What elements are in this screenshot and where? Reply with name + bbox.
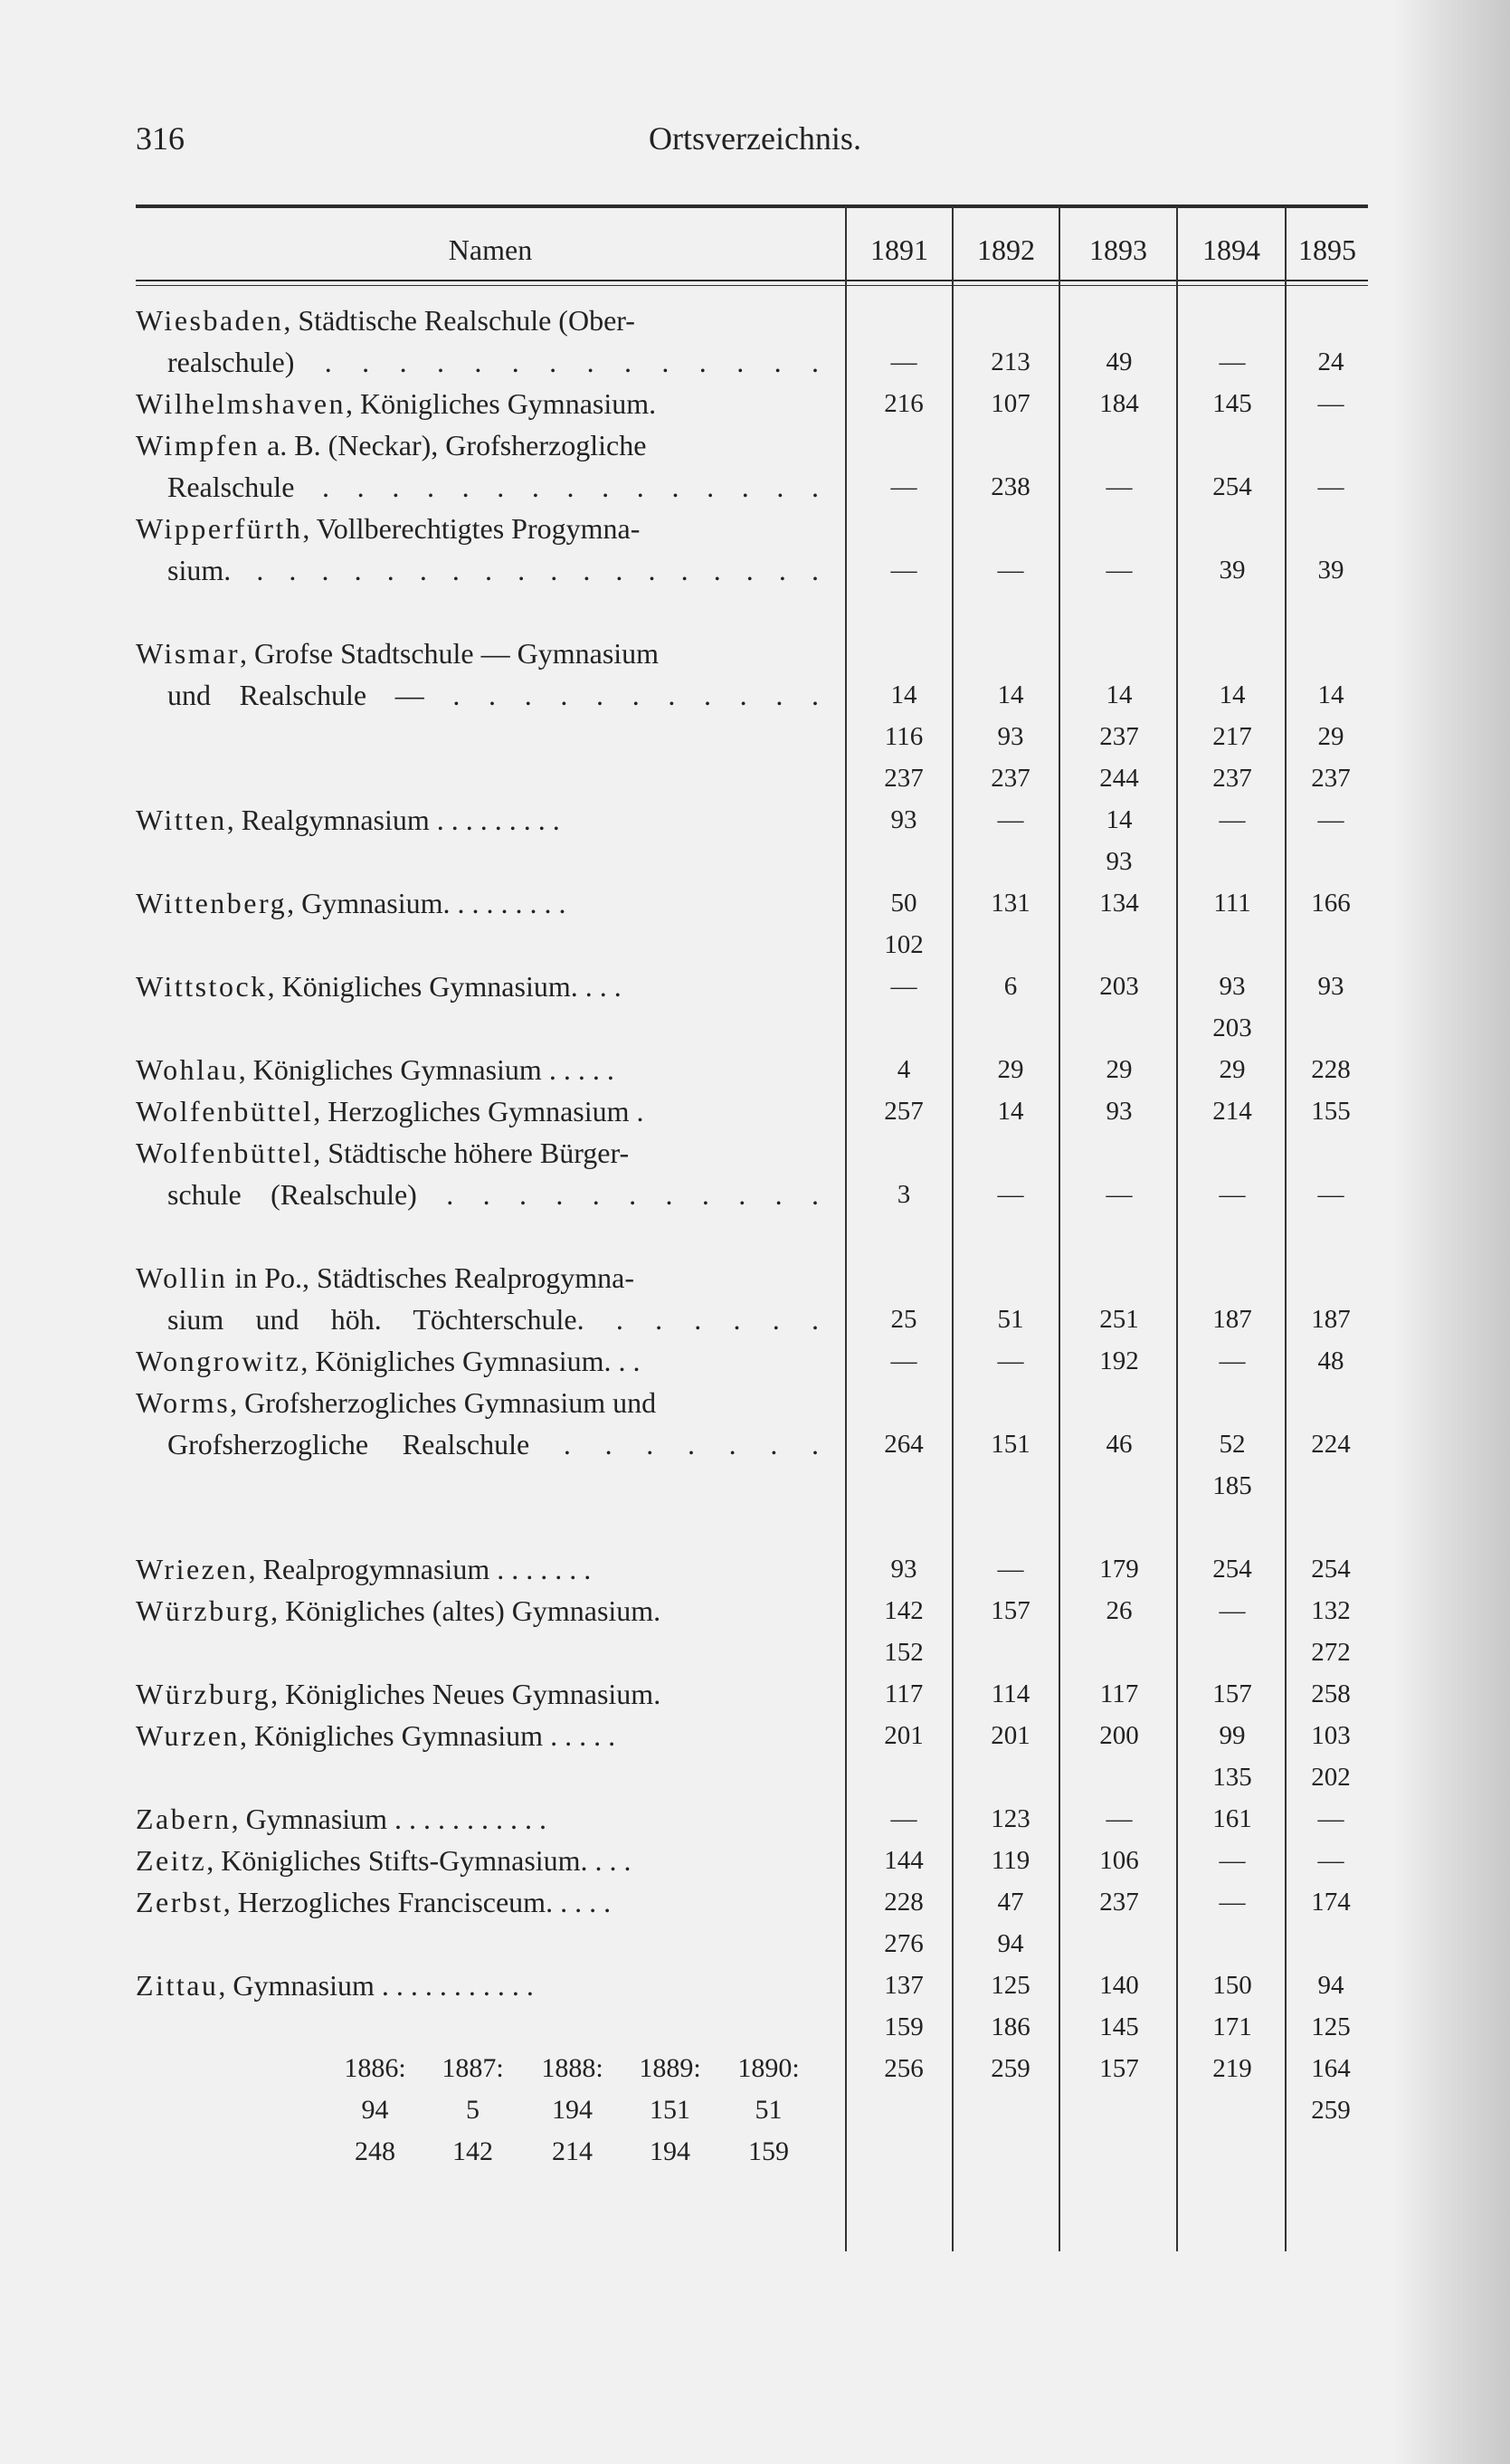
entry-wuerzburg-2: Würzburg, Königliches Neues Gymnasium. — [136, 1678, 661, 1710]
cell-1895: — — [1317, 1804, 1344, 1833]
cell-1892: 107 — [991, 389, 1030, 418]
place-name: Wurzen — [136, 1719, 240, 1752]
earlier-year-label: 1889: — [639, 2053, 701, 2083]
cell-1892: 47 — [997, 1888, 1024, 1917]
cell-1893: 134 — [1099, 889, 1139, 918]
earlier-year-value: 194 — [552, 2095, 593, 2125]
place-name: Zabern — [136, 1803, 232, 1835]
cell-1894: 39 — [1219, 556, 1246, 585]
place-name: Würzburg — [136, 1594, 271, 1627]
cell-1891: 152 — [884, 1638, 924, 1667]
entry-wimpfen — [136, 424, 646, 466]
cell-1892: 237 — [991, 764, 1030, 793]
cell-1894: — — [1219, 1846, 1246, 1875]
cell-1891: 201 — [884, 1721, 924, 1750]
entry-text: Königliches (altes) Gymnasium. — [285, 1594, 661, 1627]
cell-1894: 29 — [1219, 1055, 1246, 1084]
cell-1894: 161 — [1212, 1804, 1252, 1833]
cell-1893: 26 — [1106, 1596, 1133, 1625]
cell-1894: 214 — [1212, 1097, 1252, 1126]
cell-1891: 228 — [884, 1888, 924, 1917]
cell-1895: 166 — [1311, 889, 1351, 918]
cell-1894: — — [1219, 1888, 1246, 1917]
entry-wiesbaden-cont: realschule) . . . . . . . . . . . . . . — [167, 346, 819, 378]
cell-1893: — — [1106, 472, 1133, 501]
cell-1891: — — [890, 472, 917, 501]
cell-1892: — — [997, 805, 1024, 834]
cell-1891: — — [890, 972, 917, 1001]
cell-1892: 119 — [991, 1846, 1030, 1875]
cell-1894: — — [1219, 1180, 1246, 1209]
cell-1893: — — [1106, 1804, 1133, 1833]
cell-1892: 14 — [997, 1097, 1024, 1126]
cell-1893: 140 — [1099, 1971, 1139, 2000]
earlier-year-value: 5 — [466, 2095, 480, 2125]
cell-1893: 106 — [1099, 1846, 1139, 1875]
entry-wongrowitz: Wongrowitz, Königliches Gymnasium. . . — [136, 1345, 641, 1377]
col-divider — [1176, 206, 1178, 2251]
cell-1895: 14 — [1317, 680, 1344, 709]
entry-zeitz: Zeitz, Königliches Stifts-Gymnasium. . . . — [136, 1844, 632, 1877]
entry-wittstock: Wittstock, Königliches Gymnasium. . . . — [136, 970, 622, 1003]
place-name: Wollin — [136, 1261, 228, 1294]
cell-1894: 14 — [1219, 680, 1246, 709]
cell-1895: 187 — [1311, 1305, 1351, 1334]
cell-1894: — — [1219, 1596, 1246, 1625]
cell-1892: 151 — [991, 1430, 1030, 1459]
place-name: Wittenberg — [136, 887, 288, 919]
cell-1892: 94 — [997, 1929, 1024, 1958]
cell-1893: 14 — [1106, 680, 1133, 709]
cell-1893: 192 — [1099, 1346, 1139, 1375]
entry-wuerzburg: Würzburg, Königliches (altes) Gymnasium. — [136, 1594, 661, 1627]
cell-1894: 52 — [1219, 1430, 1246, 1459]
entry-zerbst: Zerbst, Herzogliches Francisceum. . . . . — [136, 1886, 612, 1918]
cell-1891: — — [890, 347, 917, 376]
cell-1893: 93 — [1106, 1097, 1133, 1126]
cell-1893: 157 — [1099, 2054, 1139, 2083]
entry-text: a. B. (Neckar), Grofsherzogliche — [267, 429, 647, 461]
cell-1895: 48 — [1317, 1346, 1344, 1375]
place-name: Wiesbaden — [136, 304, 284, 337]
place-name: Zittau — [136, 1969, 219, 2002]
column-header-year: 1893 — [1089, 233, 1147, 266]
entry-text: Königliches Gymnasium. . . — [315, 1345, 641, 1377]
cell-1893: 14 — [1106, 805, 1133, 834]
cell-1891: 14 — [890, 680, 917, 709]
page-number: 316 — [136, 120, 185, 157]
place-name: Wismar — [136, 637, 241, 670]
cell-1891: 256 — [884, 2054, 924, 2083]
cell-1892: — — [997, 556, 1024, 585]
cell-1894: 254 — [1212, 1555, 1252, 1584]
entry-text: Königliches Gymnasium. . . . — [281, 970, 622, 1003]
cell-1893: 179 — [1099, 1555, 1139, 1584]
place-name: Wipperfürth — [136, 512, 303, 545]
cell-1891: 237 — [884, 764, 924, 793]
cell-1892: 6 — [1003, 972, 1018, 1001]
entry-wohlau: Wohlau, Königliches Gymnasium . . . . . — [136, 1053, 614, 1086]
entry-text: Königliches Gymnasium. — [360, 387, 657, 420]
cell-1892: — — [997, 1346, 1024, 1375]
cell-1894: 93 — [1219, 972, 1246, 1001]
cell-1893: — — [1106, 556, 1133, 585]
cell-1894: — — [1219, 1346, 1246, 1375]
entry-wipperfuerth: Wipperfürth, Vollberechtigtes Progymna- — [136, 512, 641, 545]
cell-1895: 228 — [1311, 1055, 1351, 1084]
entry-wismar: Wismar, Grofse Stadtschule — Gymnasium — [136, 637, 660, 670]
cell-1891: 93 — [890, 805, 917, 834]
cell-1892: — — [997, 1555, 1024, 1584]
cell-1895: 125 — [1311, 2012, 1351, 2041]
cell-1891: — — [890, 556, 917, 585]
cell-1894: 187 — [1212, 1305, 1252, 1334]
cell-1895: — — [1317, 1180, 1344, 1209]
place-name: Wolfenbüttel — [136, 1095, 314, 1127]
earlier-year-label: 1888: — [541, 2053, 603, 2083]
cell-1895: 103 — [1311, 1721, 1351, 1750]
cell-1891: 4 — [897, 1055, 911, 1084]
cell-1891: 3 — [897, 1180, 911, 1209]
earlier-year-value: 51 — [755, 2095, 783, 2125]
earlier-year-value: 142 — [452, 2136, 493, 2166]
entry-text: Grofsherzogliches Gymnasium und — [244, 1386, 657, 1419]
cell-1893: 145 — [1099, 2012, 1139, 2041]
entry-text: Herzogliches Gymnasium . — [328, 1095, 644, 1127]
cell-1893: 93 — [1106, 847, 1133, 876]
cell-1892: 123 — [991, 1804, 1030, 1833]
column-header-year: 1891 — [870, 233, 928, 266]
entry-wittenberg: Wittenberg, Gymnasium. . . . . . . . . — [136, 887, 566, 919]
page-edge-shadow — [1392, 0, 1510, 2464]
earlier-year-label: 1887: — [442, 2053, 504, 2083]
entry-text: Grofse Stadtschule — Gymnasium — [254, 637, 660, 670]
cell-1892: 51 — [997, 1305, 1024, 1334]
entry-wollin-cont: sium und höh. Töchterschule. . . . . . . — [167, 1303, 819, 1336]
entry-wiesbaden: Wiesbaden, Städtische Realschule (Ober- — [136, 304, 635, 337]
cell-1895: 93 — [1317, 972, 1344, 1001]
cell-1893: 251 — [1099, 1305, 1139, 1334]
cell-1895: 224 — [1311, 1430, 1351, 1459]
entry-wolfenbuettel: Wolfenbüttel, Herzogliches Gymnasium . — [136, 1095, 644, 1127]
cell-1891: — — [890, 1804, 917, 1833]
cell-1892: 157 — [991, 1596, 1030, 1625]
cell-1895: 272 — [1311, 1638, 1351, 1667]
entry-text: Gymnasium . . . . . . . . . . . — [233, 1969, 534, 2002]
cell-1895: — — [1317, 389, 1344, 418]
entry-text: Herzogliches Francisceum. . . . . — [237, 1886, 612, 1918]
cell-1892: 125 — [991, 1971, 1030, 2000]
cell-1893: 184 — [1099, 389, 1139, 418]
cell-1895: — — [1317, 1846, 1344, 1875]
cell-1893: 46 — [1106, 1430, 1133, 1459]
cell-1894: 203 — [1212, 1013, 1252, 1042]
entry-wimpfen-cont: Realschule . . . . . . . . . . . . . . . — [167, 471, 819, 503]
earlier-year-value: 248 — [355, 2136, 395, 2166]
col-divider — [845, 206, 847, 2251]
earlier-year-value: 151 — [650, 2095, 690, 2125]
earlier-year-value: 214 — [552, 2136, 593, 2166]
place-name: Wriezen — [136, 1553, 249, 1585]
entry-text: Königliches Stifts-Gymnasium. . . . — [221, 1844, 632, 1877]
cell-1892: 131 — [991, 889, 1030, 918]
cell-1892: 186 — [991, 2012, 1030, 2041]
cell-1894: — — [1219, 805, 1246, 834]
cell-1895: — — [1317, 472, 1344, 501]
cell-1893: 244 — [1099, 764, 1139, 793]
cell-1891: 25 — [890, 1305, 917, 1334]
place-name: Wolfenbüttel — [136, 1137, 314, 1169]
cell-1895: 258 — [1311, 1679, 1351, 1708]
col-divider — [1285, 206, 1287, 2251]
place-name: Wittstock — [136, 970, 268, 1003]
place-name: Wohlau — [136, 1053, 239, 1086]
place-name: Würzburg — [136, 1678, 271, 1710]
cell-1895: 132 — [1311, 1596, 1351, 1625]
cell-1891: 117 — [884, 1679, 924, 1708]
cell-1891: 257 — [884, 1097, 924, 1126]
place-name: Zeitz — [136, 1844, 207, 1877]
cell-1892: — — [997, 1180, 1024, 1209]
cell-1891: 264 — [884, 1430, 924, 1459]
cell-1895: 174 — [1311, 1888, 1351, 1917]
cell-1895: 94 — [1317, 1971, 1344, 2000]
cell-1893: 237 — [1099, 1888, 1139, 1917]
entry-zittau: Zittau, Gymnasium . . . . . . . . . . . — [136, 1969, 534, 2002]
cell-1891: 116 — [884, 722, 924, 751]
cell-1891: 159 — [884, 2012, 924, 2041]
cell-1894: 145 — [1212, 389, 1252, 418]
column-header-year: 1894 — [1202, 233, 1260, 266]
entry-witten: Witten, Realgymnasium . . . . . . . . . — [136, 804, 560, 836]
cell-1891: 144 — [884, 1846, 924, 1875]
entry-text: Königliches Gymnasium . . . . . — [252, 1053, 614, 1086]
entry-text: Gymnasium. . . . . . . . . — [301, 887, 566, 919]
column-header-namen: Namen — [448, 233, 533, 266]
cell-1891: 276 — [884, 1929, 924, 1958]
cell-1892: 29 — [997, 1055, 1024, 1084]
earlier-year-label: 1890: — [737, 2053, 800, 2083]
entry-wollin — [136, 1257, 634, 1299]
cell-1891: — — [890, 1346, 917, 1375]
cell-1891: 137 — [884, 1971, 924, 2000]
entry-wurzen: Wurzen, Königliches Gymnasium . . . . . — [136, 1719, 616, 1752]
cell-1894: 150 — [1212, 1971, 1252, 2000]
cell-1895: 164 — [1311, 2054, 1351, 2083]
entry-text: Städtische höhere Bürger- — [328, 1137, 630, 1169]
cell-1893: 29 — [1106, 1055, 1133, 1084]
place-name: Wongrowitz — [136, 1345, 301, 1377]
header-bottom-rule — [136, 280, 1368, 281]
cell-1894: 217 — [1212, 722, 1252, 751]
earlier-year-value: 159 — [748, 2136, 789, 2166]
cell-1894: 219 — [1212, 2054, 1252, 2083]
cell-1894: 171 — [1212, 2012, 1252, 2041]
entry-worms-cont: Grofsherzogliche Realschule . . . . . . . — [167, 1428, 819, 1460]
place-name: Zerbst — [136, 1886, 223, 1918]
cell-1892: 213 — [991, 347, 1030, 376]
column-header-year: 1892 — [977, 233, 1035, 266]
cell-1895: 155 — [1311, 1097, 1351, 1126]
entry-worms: Worms, Grofsherzogliches Gymnasium und — [136, 1386, 657, 1419]
entry-text: Städtische Realschule (Ober- — [298, 304, 635, 337]
cell-1894: 111 — [1213, 889, 1251, 918]
entry-wriezen: Wriezen, Realprogymnasium . . . . . . . — [136, 1553, 592, 1585]
cell-1894: 254 — [1212, 472, 1252, 501]
place-name: Worms — [136, 1386, 231, 1419]
entry-wolfenbuettel-2-cont: schule (Realschule) . . . . . . . . . . . — [167, 1178, 819, 1211]
cell-1892: 114 — [991, 1679, 1030, 1708]
cell-1895: 24 — [1317, 347, 1344, 376]
entry-text: Gymnasium . . . . . . . . . . . — [245, 1803, 547, 1835]
entry-wipperfuerth-cont: sium. . . . . . . . . . . . . . . . . . . — [167, 554, 819, 586]
cell-1892: 14 — [997, 680, 1024, 709]
column-header-year: 1895 — [1298, 233, 1356, 266]
entry-wilhelmshaven: Wilhelmshaven, Königliches Gymnasium. — [136, 387, 657, 420]
cell-1893: — — [1106, 1180, 1133, 1209]
cell-1891: 102 — [884, 930, 924, 959]
cell-1891: 93 — [890, 1555, 917, 1584]
cell-1894: 157 — [1212, 1679, 1252, 1708]
cell-1895: 39 — [1317, 556, 1344, 585]
cell-1894: 185 — [1212, 1471, 1252, 1500]
cell-1895: 254 — [1311, 1555, 1351, 1584]
cell-1895: 29 — [1317, 722, 1344, 751]
running-head: Ortsverzeichnis. — [649, 120, 861, 157]
entry-text: Königliches Neues Gymnasium. — [285, 1678, 661, 1710]
cell-1895: 202 — [1311, 1763, 1351, 1792]
cell-1895: 259 — [1311, 2096, 1351, 2125]
earlier-year-value: 94 — [361, 2095, 389, 2125]
cell-1891: 142 — [884, 1596, 924, 1625]
cell-1895: — — [1317, 805, 1344, 834]
entry-wolfenbuettel-2: Wolfenbüttel, Städtische höhere Bürger- — [136, 1137, 630, 1169]
cell-1894: 135 — [1212, 1763, 1252, 1792]
cell-1891: 50 — [890, 889, 917, 918]
cell-1894: 237 — [1212, 764, 1252, 793]
cell-1894: 99 — [1219, 1721, 1246, 1750]
cell-1894: — — [1219, 347, 1246, 376]
entry-wismar-cont: und Realschule — . . . . . . . . . . . — [167, 679, 819, 711]
earlier-year-label: 1886: — [344, 2053, 406, 2083]
cell-1893: 49 — [1106, 347, 1133, 376]
cell-1893: 200 — [1099, 1721, 1139, 1750]
entry-text: Vollberechtigtes Progymna- — [316, 512, 641, 545]
cell-1893: 117 — [1099, 1679, 1139, 1708]
cell-1892: 93 — [997, 722, 1024, 751]
table-top-rule — [136, 205, 1368, 208]
cell-1892: 201 — [991, 1721, 1030, 1750]
header-bottom-rule-2 — [136, 285, 1368, 286]
entry-text: in Po., Städtisches Realprogymna- — [234, 1261, 635, 1294]
entry-text: Realgymnasium . . . . . . . . . — [241, 804, 560, 836]
place-name: Wimpfen — [136, 429, 261, 461]
cell-1893: 203 — [1099, 972, 1139, 1001]
earlier-year-value: 194 — [650, 2136, 690, 2166]
entry-text: Königliches Gymnasium . . . . . — [253, 1719, 616, 1752]
cell-1892: 259 — [991, 2054, 1030, 2083]
cell-1891: 216 — [884, 389, 924, 418]
cell-1892: 238 — [991, 472, 1030, 501]
entry-text: Realprogymnasium . . . . . . . — [262, 1553, 592, 1585]
cell-1893: 237 — [1099, 722, 1139, 751]
place-name: Witten — [136, 804, 227, 836]
entry-zabern: Zabern, Gymnasium . . . . . . . . . . . — [136, 1803, 547, 1835]
cell-1895: 237 — [1311, 764, 1351, 793]
place-name: Wilhelmshaven — [136, 387, 347, 420]
